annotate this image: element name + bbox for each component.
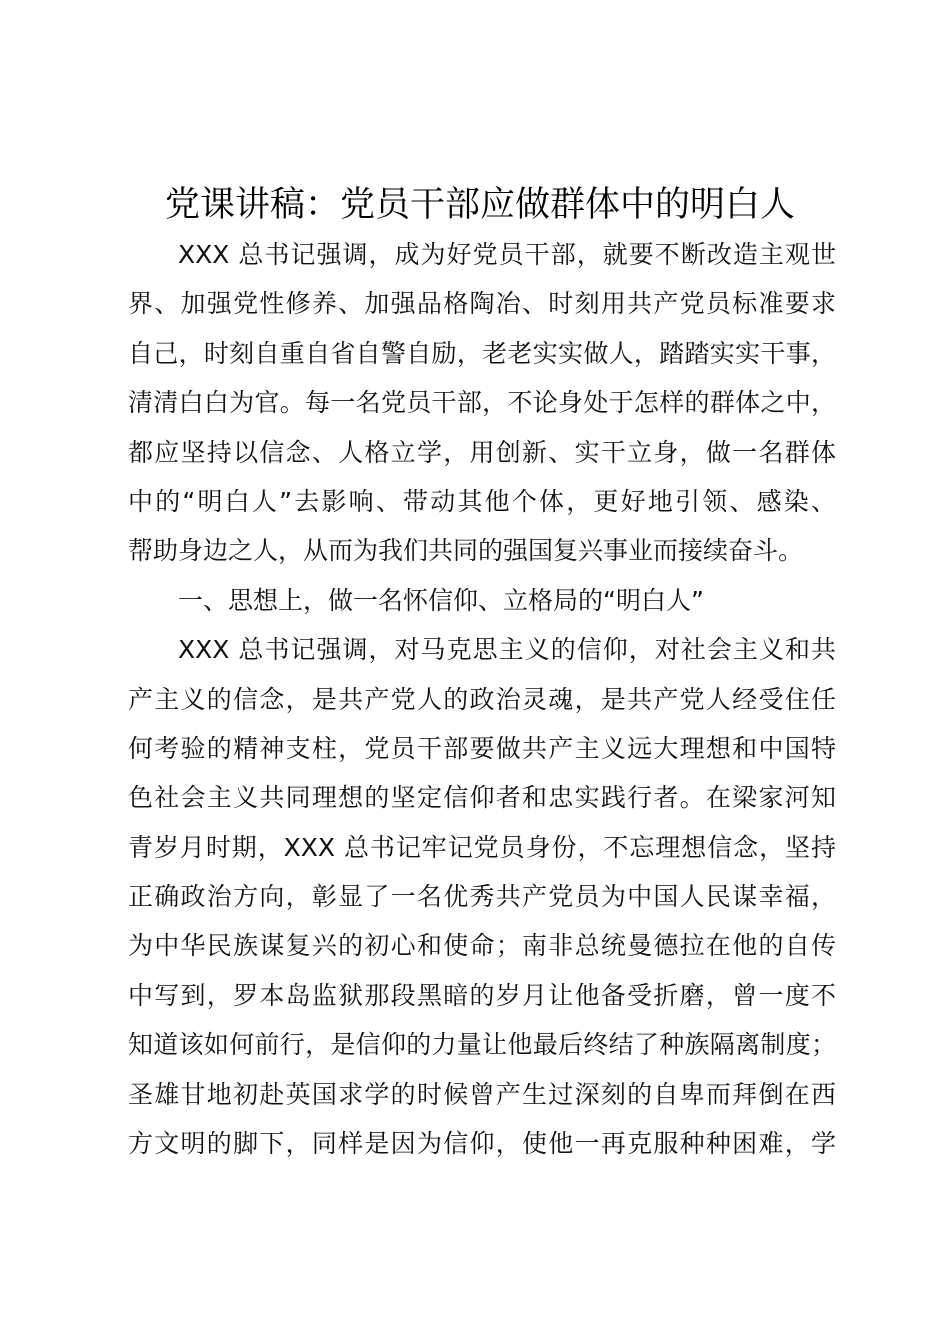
paragraph-line: 青岁月时期，XXX 总书记牢记党员身份，不忘理想信念，坚持: [128, 832, 836, 862]
paragraph-line: 自己，时刻自重自省自警自励，老老实实做人，踏踏实实干事，: [128, 338, 836, 368]
document-title: 党课讲稿：党员干部应做群体中的明白人: [164, 185, 795, 225]
paragraph-line: 中写到，罗本岛监狱那段黑暗的岁月让他备受折磨，曾一度不: [128, 980, 836, 1010]
paragraph-line: 方文明的脚下，同样是因为信仰，使他一再克服种种困难，学: [128, 1129, 836, 1159]
paragraph-line: XXX 总书记强调，成为好党员干部，就要不断改造主观世: [178, 240, 836, 269]
paragraph-line: 产主义的信念，是共产党人的政治灵魂，是共产党人经受住任: [128, 684, 836, 714]
paragraph-line: 何考验的精神支柱，党员干部要做共产主义远大理想和中国特: [128, 733, 836, 763]
paragraph-line: 界、加强党性修养、加强品格陶冶、时刻用共产党员标准要求: [128, 289, 836, 319]
section-heading: 一、思想上，做一名怀信仰、立格局的“明白人”: [178, 585, 704, 615]
paragraph-line: 知道该如何前行，是信仰的力量让他最后终结了种族隔离制度；: [128, 1030, 836, 1060]
paragraph-line: 为中华民族谋复兴的初心和使命；南非总统曼德拉在他的自传: [128, 931, 836, 961]
paragraph-line: 中的“明白人”去影响、带动其他个体，更好地引领、感染、: [128, 486, 836, 516]
document-body: [128, 230, 836, 1168]
paragraph-line: 圣雄甘地初赴英国求学的时候曾产生过深刻的自卑而拜倒在西: [128, 1079, 836, 1109]
paragraph-line: 帮助身边之人，从而为我们共同的强国复兴事业而接续奋斗。: [128, 536, 804, 566]
paragraph-line: XXX 总书记强调，对马克思主义的信仰，对社会主义和共: [178, 635, 836, 665]
paragraph-line: 正确政治方向，彰显了一名优秀共产党员为中国人民谋幸福，: [128, 882, 836, 912]
paragraph-line: 清清白白为官。每一名党员干部，不论身处于怎样的群体之中，: [128, 388, 836, 418]
paragraph-line: 都应坚持以信念、人格立学，用创新、实干立身，做一名群体: [128, 437, 836, 467]
paragraph-line: 色社会主义共同理想的坚定信仰者和忠实践行者。在梁家河知: [128, 783, 836, 813]
